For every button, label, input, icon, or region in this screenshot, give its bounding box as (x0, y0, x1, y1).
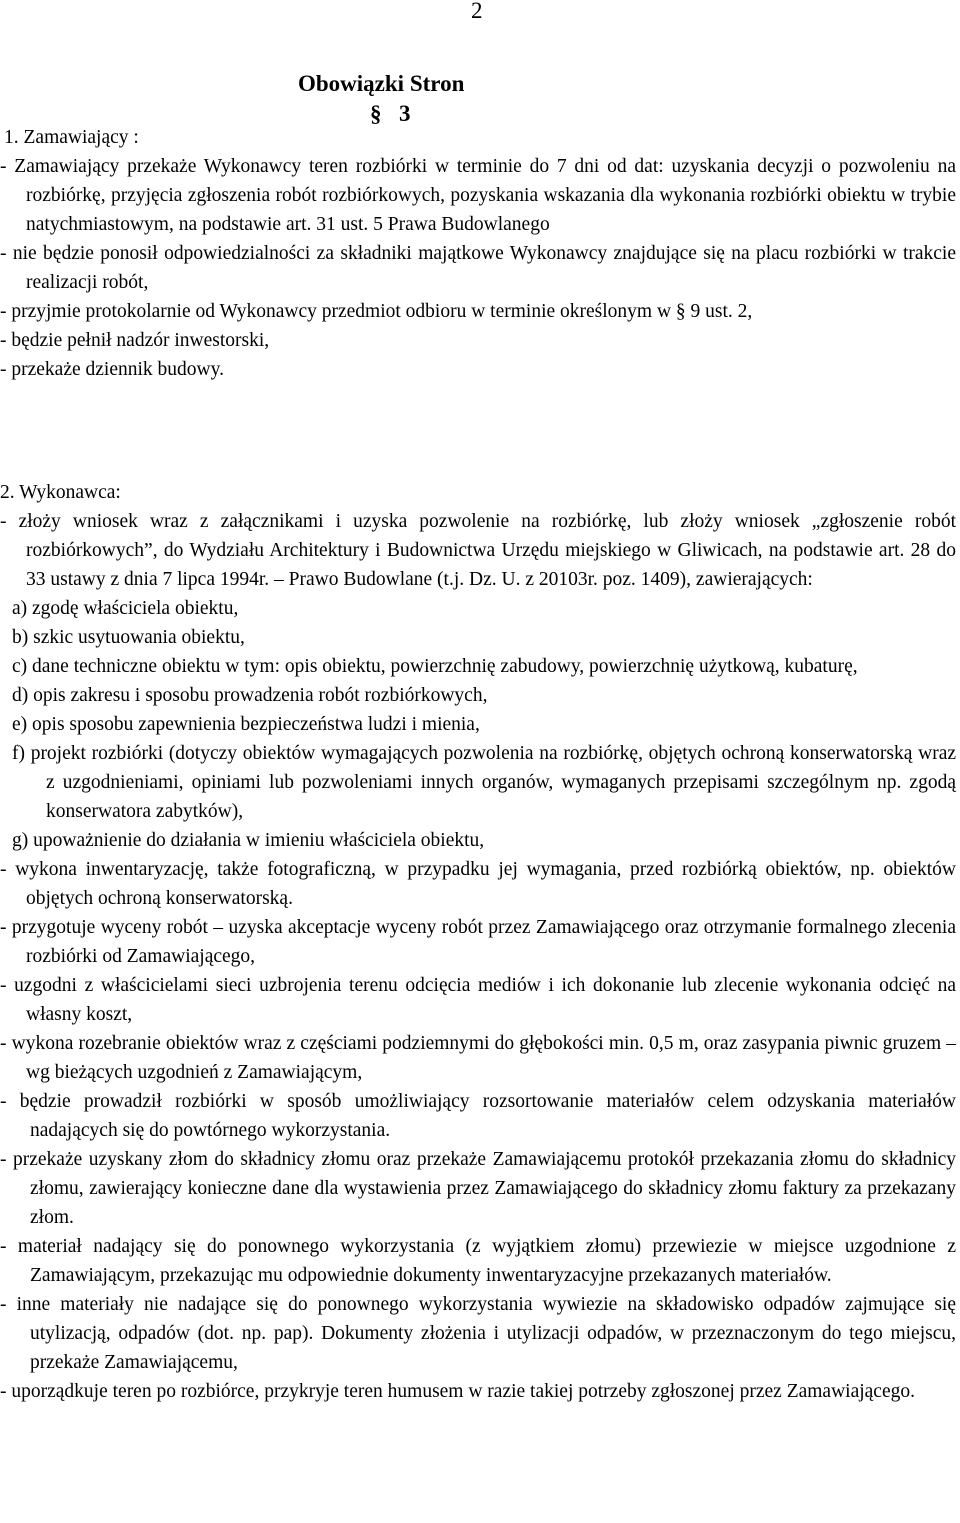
section-2-item: - wykona rozebranie obiektów wraz z częściami podziemnymi do głębokości min. 0,5 m, oraz zasypania piwnic gruzem – wg bieżących uzgodnień z Zamawiającym, (0, 1033, 956, 1083)
section-2-item: - inne materiały nie nadające się do ponownego wykorzystania wywiezie na składowisko odpadów zajmujące się utylizacją, odpadów (dot. np. pap). Dokumenty złożenia i utylizacji odpadów, w przeznaczonym do tego miejscu, przekaże Zamawiającemu, (0, 1294, 956, 1373)
attachment-item: c) dane techniczne obiektu w tym: opis obiektu, powierzchnię zabudowy, powierzchnię użytkową, kubaturę, (12, 656, 858, 677)
section-2-item: - będzie prowadził rozbiórki w sposób umożliwiający rozsortowanie materiałów celem odzyskania materiałów nadających się do powtórnego wykorzystania. (0, 1091, 956, 1141)
section-2-item: - wykona inwentaryzację, także fotograficzną, w przypadku jej wymagania, przed rozbiórką obiektów, np. obiektów objętych ochroną konserwatorską. (0, 859, 956, 909)
section-2-intro: - złoży wniosek wraz z załącznikami i uzyska pozwolenie na rozbiórkę, lub złoży wniosek „zgłoszenie robót rozbiórkowych”, do Wydziału Architektury i Budownictwa Urzędu miejskiego w Gliwicach, na podstawie art. 28 do 33 ustawy z dnia 7 lipca 1994r. – Prawo Budowlane (t.j. Dz. U. z 20103r. poz. 1409), zawierających: (0, 511, 956, 590)
section-2-item: - uzgodni z właścicielami sieci uzbrojenia terenu odcięcia mediów i ich dokonanie lub zlecenie wykonania odcięć na własny koszt, (0, 975, 956, 1025)
section-2-title: 2. Wykonawca: (0, 482, 121, 503)
attachment-item: b) szkic usytuowania obiektu, (12, 627, 245, 648)
section-2-item: - uporządkuje teren po rozbiórce, przykryje teren humusem w razie takiej potrzeby zgłoszonej przez Zamawiającego. (0, 1381, 915, 1402)
section-1-item: - będzie pełnił nadzór inwestorski, (0, 330, 270, 351)
paragraph-number: 3 (399, 101, 411, 126)
attachment-item: g) upoważnienie do działania w imieniu właściciela obiektu, (12, 830, 485, 851)
paragraph-sign: § (370, 101, 382, 126)
section-1-item: - nie będzie ponosił odpowiedzialności za składniki majątkowe Wykonawcy znajdujące się na placu rozbiórki w trakcie realizacji robót, (0, 243, 956, 293)
section-1-item: - Zamawiający przekaże Wykonawcy teren rozbiórki w terminie do 7 dni od dat: uzyskania decyzji o pozwoleniu na rozbiórkę, przyjęcia zgłoszenia robót rozbiórkowych, pozyskania wskazania dla wykonania rozbiórki obiektu w trybie natychmiastowym, na podstawie art. 31 ust. 5 Prawa Budowlanego (0, 156, 956, 235)
attachment-item: f) projekt rozbiórki (dotyczy obiektów wymagających pozwolenia na rozbiórkę, objętych ochroną konserwatorską wraz z uzgodnieniami, opiniami lub pozwoleniami innych organów, wymaganych przepisami szczególnym np. zgodą konserwatora zabytków), (12, 743, 956, 822)
attachment-item: e) opis sposobu zapewnienia bezpieczeństwa ludzi i mienia, (12, 714, 480, 735)
document-heading: Obowiązki Stron (298, 71, 465, 96)
section-2-item: - przygotuje wyceny robót – uzyska akceptacje wyceny robót przez Zamawiającego oraz otrzymanie formalnego zlecenia rozbiórki od Zamawiającego, (0, 917, 956, 967)
attachment-item: a) zgodę właściciela obiektu, (12, 598, 239, 619)
section-1 (0, 123, 956, 384)
section-2 (0, 478, 956, 1406)
section-1-item: - przekaże dziennik budowy. (0, 359, 224, 380)
section-1-title: 1. Zamawiający : (4, 127, 139, 148)
page-number: 2 (471, 0, 483, 23)
section-2-item: - przekaże uzyskany złom do składnicy złomu oraz przekaże Zamawiającemu protokół przekazania złomu do składnicy złomu, zawierający konieczne dane dla wystawienia przez Zamawiającego do składnicy złomu faktury za przekazany złom. (0, 1149, 956, 1228)
attachment-item: d) opis zakresu i sposobu prowadzenia robót rozbiórkowych, (12, 685, 488, 706)
section-1-item: - przyjmie protokolarnie od Wykonawcy przedmiot odbioru w terminie określonym w § 9 ust. 2, (0, 301, 753, 322)
section-2-item: - materiał nadający się do ponownego wykorzystania (z wyjątkiem złomu) przewiezie w miejsce uzgodnione z Zamawiającym, przekazując mu odpowiednie dokumenty inwentaryzacyjne przekazanych materiałów. (0, 1236, 956, 1286)
